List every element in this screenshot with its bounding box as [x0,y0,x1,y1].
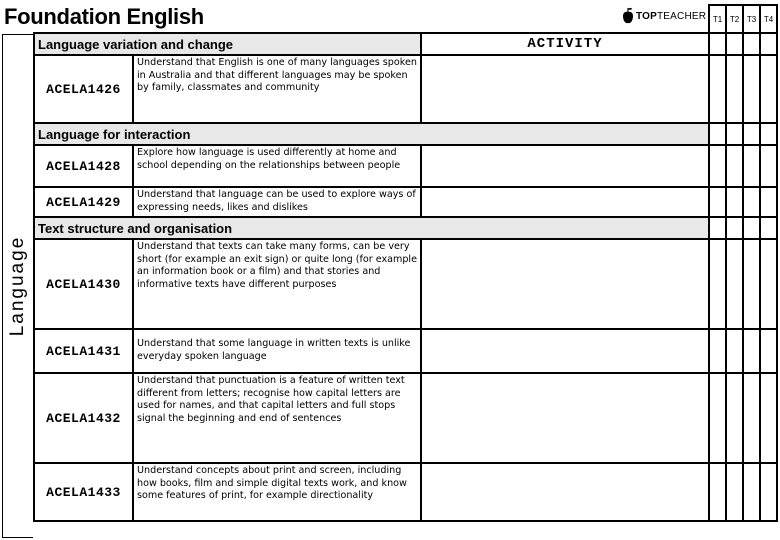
activity-cell[interactable] [421,55,709,123]
term-t3: T3 [743,5,760,33]
outcome-code: ACELA1430 [34,239,133,329]
section-title: Text structure and organisation [34,217,709,239]
tick-cell[interactable] [743,123,760,145]
activity-cell[interactable] [421,239,709,329]
term-header-row [34,5,777,33]
tick-cell[interactable] [743,463,760,521]
tick-cell[interactable] [743,55,760,123]
tick-cell[interactable] [726,55,743,123]
tick-cell[interactable] [743,145,760,187]
section-title: Language for interaction [34,123,709,145]
outcome-code: ACELA1431 [34,329,133,373]
term-t4: T4 [760,5,777,33]
outcome-code: ACELA1433 [34,463,133,521]
tick-cell[interactable] [709,217,726,239]
tick-cell[interactable] [726,373,743,463]
tick-cell[interactable] [709,33,726,55]
tick-cell[interactable] [743,33,760,55]
table-row [34,187,777,217]
page-title: Foundation English [4,4,204,29]
table-row [34,329,777,373]
activity-header: ACTIVITY [421,33,709,55]
tick-cell[interactable] [743,187,760,217]
tick-cell[interactable] [709,373,726,463]
tick-cell[interactable] [760,187,777,217]
activity-cell[interactable] [421,329,709,373]
activity-cell[interactable] [421,145,709,187]
outcome-description: Understand that texts can take many forms, can be very short (for example an exit sign) or quite long (for example an information book or a film) and that stories and informative texts have different purposes [133,239,421,329]
tick-cell[interactable] [760,329,777,373]
tick-cell[interactable] [726,217,743,239]
tick-cell[interactable] [709,463,726,521]
tick-cell[interactable] [709,123,726,145]
tick-cell[interactable] [743,373,760,463]
tick-cell[interactable] [726,145,743,187]
outcome-description: Understand that language can be used to explore ways of expressing needs, likes and dislikes [133,187,421,217]
term-t2: T2 [726,5,743,33]
tick-cell[interactable] [709,239,726,329]
outcome-code: ACELA1426 [34,55,133,123]
tick-cell[interactable] [726,329,743,373]
table-row [34,463,777,521]
tick-cell[interactable] [743,217,760,239]
term-t1: T1 [709,5,726,33]
tick-cell[interactable] [760,239,777,329]
tick-cell[interactable] [760,145,777,187]
outcome-description: Understand concepts about print and screen, including how books, film and simple digital texts work, and know some features of print, for example directionality [133,463,421,521]
table-row [34,55,777,123]
outcome-description: Explore how language is used differently at home and school depending on the relationships between people [133,145,421,187]
tick-cell[interactable] [760,33,777,55]
tick-cell[interactable] [760,463,777,521]
tick-cell[interactable] [760,55,777,123]
tick-cell[interactable] [743,239,760,329]
activity-cell[interactable] [421,463,709,521]
section-row [34,217,777,239]
table-row [34,373,777,463]
section-title: Language variation and change [34,33,421,55]
outcome-description: Understand that English is one of many languages spoken in Australia and that different languages may be spoken by family, classmates and community [133,55,421,123]
tick-cell[interactable] [726,33,743,55]
section-row [34,33,777,55]
outcome-code: ACELA1432 [34,373,133,463]
logo-text: TOPTEACHER [636,10,707,22]
tick-cell[interactable] [709,55,726,123]
tick-cell[interactable] [726,123,743,145]
section-row [34,123,777,145]
tick-cell[interactable] [743,329,760,373]
tick-cell[interactable] [709,329,726,373]
tick-cell[interactable] [709,145,726,187]
tick-cell[interactable] [726,187,743,217]
outcome-code: ACELA1429 [34,187,133,217]
tick-cell[interactable] [726,463,743,521]
side-band [2,34,33,538]
tick-cell[interactable] [760,373,777,463]
outcome-description: Understand that punctuation is a feature of written text different from letters; recognise how capital letters are used for names, and that capital letters and full stops signal the beginning and end of sentences [133,373,421,463]
tick-cell[interactable] [760,217,777,239]
tick-cell[interactable] [709,187,726,217]
tick-cell[interactable] [760,123,777,145]
activity-cell[interactable] [421,187,709,217]
outcome-code: ACELA1428 [34,145,133,187]
activity-cell[interactable] [421,373,709,463]
outcome-description: Understand that some language in written texts is unlike everyday spoken language [133,329,421,373]
curriculum-table [33,4,778,522]
table-row [34,145,777,187]
side-label: Language [7,235,28,337]
table-row [34,239,777,329]
tick-cell[interactable] [726,239,743,329]
